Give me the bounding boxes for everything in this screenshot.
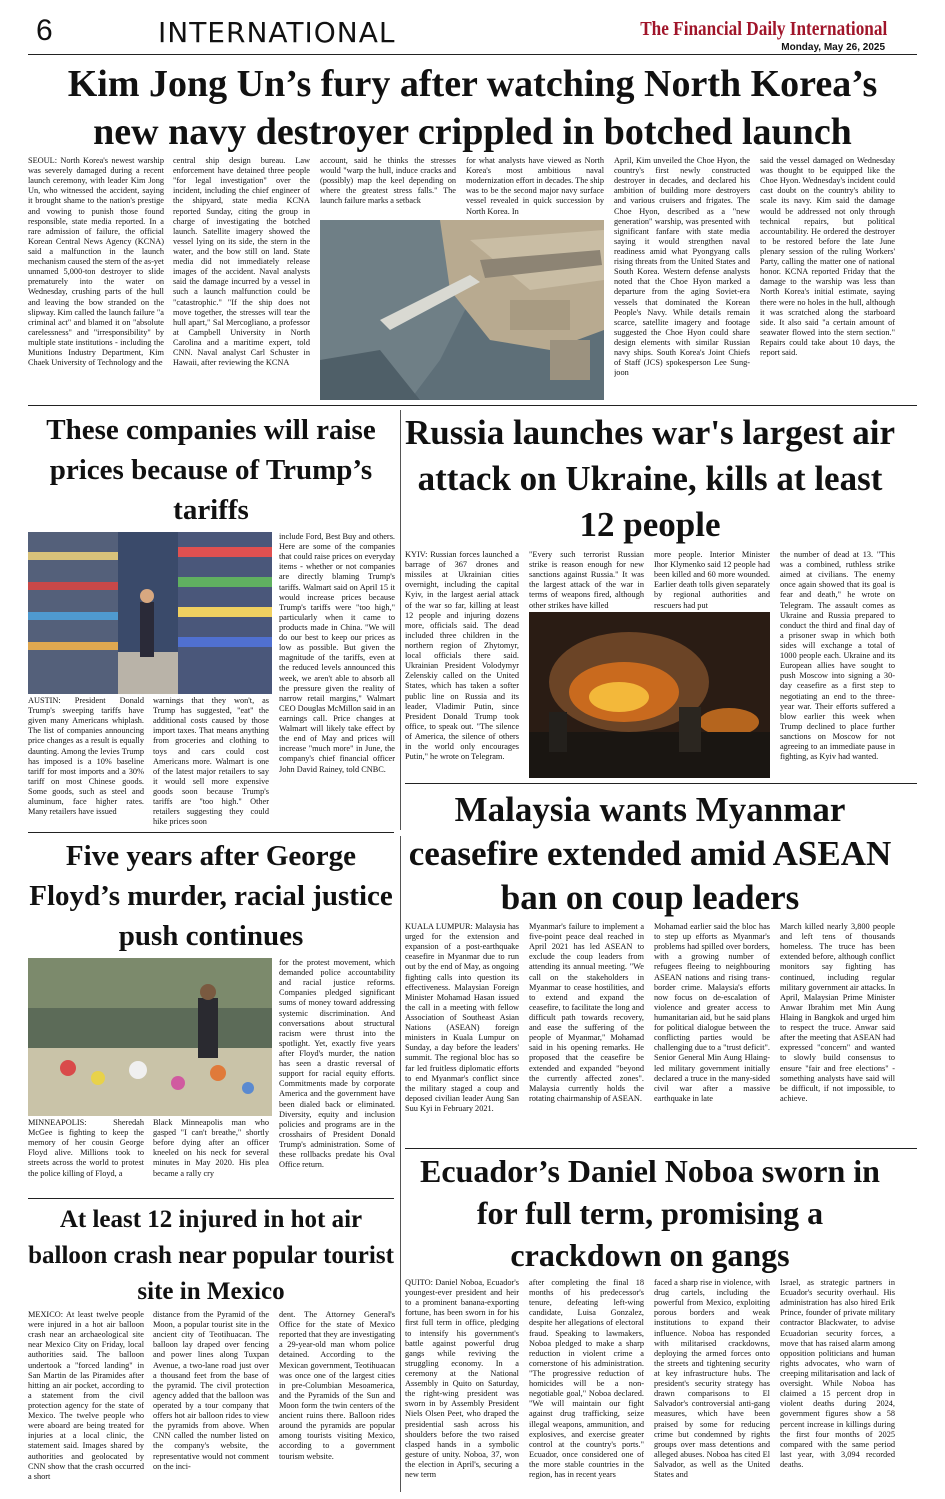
issue-date: Monday, May 26, 2025: [781, 42, 885, 53]
kyiv-fire-photo: [529, 612, 770, 778]
tariffs-headline: These companies will raise prices because of Trump’s tariffs: [46, 414, 376, 526]
paper-name: The Financial Daily International: [639, 18, 887, 40]
tariffs-col-2: warnings that they won't, as Trump has suggested, "eat" the additional costs caused by those import taxes. That means anything from groceries and clothing to toys and cars could cost Americans more. Walmart is one of the latest major retailers to say it would sell more expensive goods soon because Trump's tariffs are "too high." Other retailers suggesting they could hike prices soon: [153, 696, 269, 826]
page-number: 6: [36, 14, 53, 47]
memorial-photo: [28, 958, 272, 1116]
korea-col-6: said the vessel damaged on Wednesday was thought to be equipped like the Choe Hyon. Wednesday's incident could cast doubt on the country's ability to scale its navy. Kim said the damage would be addressed not only through technical repairs, but political accountability. He ordered the destroyer to be restored before the late June plenary session of the ruling Workers' Party, calling the matter one of national honor. KCNA reported Friday that the damage to the warship was less than North Korea's initial estimate, saying there were no holes in the hull, although it was scratched along the starboard side. It also said "a certain amount of seawater flowed into the stern section." Repairs could take about 10 days, the report said.: [760, 156, 895, 358]
russia-col-2: "Every such terrorist Russian strike is reason enough for new sanctions against Russia." It was the largest attack of the war in terms of weapons fired, although other strikes have killed: [529, 550, 644, 610]
korea-col-3: account, said he thinks the stresses would "warp the hull, induce cracks and (possibly) map the keel depending on where the greatest stress falls." The launch failure marks a setback: [320, 156, 456, 206]
russia-col-1: KYIV: Russian forces launched a barrage of 367 drones and missiles at Ukrainian cities overnight, including the capital Kyiv, in the largest aerial attack of the war so far, killing at least 12 people and injuring dozens more, officials said. The dead included three children in the northern region of Zhytomyr, local officials there said. Ukrainian President Volodymyr Zelenskiy called on the United States, which has taken a softer public line on Russia and its leader, Vladimir Putin, since President Donald Trump took office, to speak out. "The silence of America, the silence of others in the world only encourages Putin," he wrote on Telegram.: [405, 550, 519, 762]
mexico-col-2: distance from the Pyramid of the Moon, a popular tourist site in the ancient city of Teotihuacan. The balloon lay draped over fencing and power lines along Tuxpan Avenue, a two-lane road just over a thousand feet from the base of the pyramid. The civil protection agency added that the balloon was operated by a tour company that offers hot air balloon rides to view the pyramids from above. When CNN called the number listed on the company's website, the representative would not comment on the inci-: [153, 1310, 269, 1471]
malaysia-headline: Malaysia wants Myanmar ceasefire extended amid ASEAN ban on coup leaders: [408, 790, 892, 917]
ecuador-headline: Ecuador’s Daniel Noboa sworn in for full term, promising a crackdown on gangs: [420, 1153, 880, 1273]
malaysia-col-4: March killed nearly 3,800 people and left tens of thousands homeless. The truce has been extended before, although conflict monitors say fighting has continued, including regular military government air attacks. In April, Malaysian Prime Minister Anwar Ibrahim met Min Aung Hlaing in Bangkok and urged him to respect the truce. Anwar said after the meeting that ASEAN had expressed "concern" and wanted to slowly build consensus to ensure "fair and free elections" - something analysts have said will be difficult, if not impossible, to achieve.: [780, 922, 895, 1103]
floyd-col-3: for the protest movement, which demanded police accountability and racial justice reforms. Companies pledged significant sums of money toward addressing systemic discrimination. And conversations about structural racism were thrust into the spotlight. Yet, exactly five years after Floyd's murder, the nation has seen a drastic reversal of support for racial equity efforts. Commitments made by corporate America and the government have been dialed back or eliminated. Diversity, equity and inclusion policies and programs are in the crosshairs of President Donald Trump's administration. Some of these rollbacks predate his Oval Office return.: [279, 958, 395, 1170]
floyd-bottom-rule: [28, 1198, 394, 1199]
ecuador-col-3: faced a sharp rise in violence, with drug cartels, including the powerful from Mexico, exploiting porous borders and weak institutions to expand their influence. Noboa has responded with militarised crackdowns, deploying the armed forces onto the streets and tightening security at key infrastructure hubs. The president's security strategy has drawn comparisons to El Salvador's controversial anti-gang measures, which have been praised by some for reducing crime but condemned by rights groups over mass detentions and alleged abuses. Noboa has cited El Salvador, as well as the United States and: [654, 1278, 770, 1480]
mexico-col-1: MEXICO: At least twelve people were injured in a hot air balloon crash near an archaeological site near Mexico City on Friday, local authorities said. The balloon undertook a "forced landing" in San Martin de las Piramides after hitting an air pocket, according to a statement from the civil protection agency for the state of Mexico. The twelve people who were aboard are being treated for injuries at a local clinic, the statement said. Images shared by authorities and geolocated by CNN show that the crash occurred a short: [28, 1310, 144, 1481]
mexico-col-3: dent. The Attorney General's Office for the state of Mexico reported that they are investigating a 29-year-old man whom police detained. According to the Mexican government, Teotihuacan was once one of the largest cities in pre-Columbian Mesoamerica, and the Pyramids of the Sun and Moon form the twin centers of the ancient ruins there. Balloon rides around the pyramids are popular among tourists visiting Mexico, according to a government tourism website.: [279, 1310, 395, 1461]
mexico-headline: At least 12 injured in hot air balloon crash near popular tourist site in Mexico: [28, 1206, 394, 1305]
malaysia-col-3: Mohamad earlier said the bloc has to step up efforts as Myanmar's problems had spilled over borders, with a growing number of refugees fleeing to neighbouring ASEAN nations and rising trans-border crime. Malaysia's efforts now focus on de-escalation of violence and greater access to humanitarian aid, but he said plans for political dialogue between the conflicting parties would be challenging due to a "trust deficit". Senior General Min Aung Hlaing-led military government initially declared a truce in the many-sided civil war after a massive earthquake in late: [654, 922, 770, 1103]
russia-headline: Russia launches war's largest air attack on Ukraine, kills at least 12 people: [405, 413, 895, 544]
korea-col-1: SEOUL: North Korea's newest warship was severely damaged during a recent launch ceremony, with leader Kim Jong Un, who witnessed the accident, saying it brought shame to the nation's prestige and vowing to punish those found responsible, state media reported. In a rare admission of failure, the official Korean Central News Agency (KCNA) said a malfunction in the launch mechanism caused the stern of the as-yet unnamed 5,000-ton destroyer to slide prematurely into the water on Wednesday, crushing parts of the hull and leaving the bow stranded on the slipway. Kim called the launch failure "a criminal act" and blamed it on "absolute carelessness" and "irresponsibility" by multiple state institutions - including the Munitions Industry Department, Kim Chaek University of Technology and the: [28, 156, 164, 368]
column-divider: [400, 410, 401, 830]
column-divider-lower: [400, 836, 401, 1492]
malaysia-col-2: Myanmar's failure to implement a five-point peace deal reached in April 2021 has led ASEAN to exclude the coup leaders from attending its annual meeting. "We call on the stakeholders in Myanmar to cease hostilities, and to extend and expand the ceasefire, to facilitate the long and difficult path towards recovery, and ease the suffering of the people of Myanmar," Mohamad said in his opening remarks. He proposed that the ceasefire be extended and expanded "beyond the currently affected zones". Malaysia currently holds the rotating chairmanship of ASEAN.: [529, 922, 644, 1103]
ecuador-col-4: Israel, as strategic partners in Ecuador's security overhaul. His administration has also hired Erik Prince, founder of private military contractor Blackwater, to advise Ecuadorian security forces, a move that has raised alarm among opposition politicians and human rights advocates, who warn of creeping militarisation and lack of oversight. While Noboa has claimed a 15 percent drop in violent deaths during 2024, government figures show a 58 percent increase in killings during the first four months of 2025 compared with the same period last year, with 3,094 recorded deaths.: [780, 1278, 895, 1469]
malaysia-col-1: KUALA LUMPUR: Malaysia has urged for the extension and expansion of a post-earthquake ceasefire in Myanmar due to run out by the end of May, as ongoing fighting calls into question its effectiveness. Malaysian Foreign Minister Mohamad Hasan issued the call in a meeting with fellow Association of Southeast Asian Nations (ASEAN) foreign ministers in Kuala Lumpur on Sunday, a day before the leaders' summit. The regional bloc has so far led fruitless diplomatic efforts to end Myanmar's conflict since the military staged a coup and deposed civilian leader Aung San Suu Kyi in February 2021.: [405, 922, 519, 1113]
malaysia-bottom-rule: [405, 1148, 917, 1149]
tariffs-col-1: AUSTIN: President Donald Trump's sweeping tariffs have given many Americans whiplash. The list of companies announcing price changes as a result is equally daunting. Among the levies Trump has imposed is a 10% baseline tariff for most imports and a 30% tariff on most Chinese goods. Some goods, such as steel and aluminum, face higher rates. Many retailers have issued: [28, 696, 144, 817]
russia-col-4: the number of dead at 13. "This was a combined, ruthless strike aimed at civilians. The enemy once again showed that its goal is fear and death," he wrote on Telegram. The assault comes as Ukraine and Russia prepared to conduct the third and final day of a prisoner swap in which both sides will exchange a total of 1000 people each. Ukraine and its European allies have sought to push Moscow into signing a 30-day ceasefire as a first step to negotiating an end to the three-year war. Their efforts suffered a blow earlier this week when Trump declined to place further sanctions on Moscow for not agreeing to an immediate pause in fighting, as Kyiv had wanted.: [780, 550, 895, 762]
floyd-col-2: Black Minneapolis man who gasped "I can't breathe," shortly before dying after an officer kneeled on his neck for several minutes in May 2020. His plea became a rally cry: [153, 1118, 269, 1178]
russia-col-3: more people. Interior Minister Ihor Klymenko said 12 people had been killed and 60 more wounded. Earlier death tolls given separately by regional authorities and rescuers had put: [654, 550, 770, 610]
store-shelves-photo: [28, 532, 272, 694]
korea-col-4: for what analysts have viewed as North Korea's most ambitious naval modernization effort in decades. The ship was to be the second major navy surface vessel revealed in quick succession by North Korea. In: [466, 156, 604, 216]
masthead-rule: [28, 54, 917, 55]
floyd-col-1: MINNEAPOLIS: Sheredah McGee is fighting to keep the memory of her cousin George Floyd alive. Millions took to streets across the world to protest the police killing of Floyd, a: [28, 1118, 144, 1178]
tariffs-bottom-rule: [28, 832, 394, 833]
ecuador-col-2: after completing the final 18 months of his predecessor's tenure, defeating left-wing candidate, Luisa Gonzalez, despite her allegations of electoral fraud. Speaking to lawmakers, Noboa pledged to make a sharp reduction in violent crime a cornerstone of his administration. "The progressive reduction of homicides will be a non-negotiable goal," Noboa declared. "We will maintain our fight against drug trafficking, seize illegal weapons, ammunition, and explosives, and exercise greater control at the country's ports." Ecuador, once considered one of the more stable countries in the region, has in recent years: [529, 1278, 644, 1480]
korea-col-2: central ship design bureau. Law enforcement have detained three people "for legal investigation" over the incident, including the chief engineer of the shipyard, state media KCNA reported Sunday, citing the group in charge of investigating the botched launch. Satellite imagery showed the vessel lying on its side, the stern in the water, and the bow still on land. State media did not immediately release images of the accident. Naval analysts said the damage incurred by a vessel in such a launch malfunction could be "catastrophic." "If the ship does not move together, the stresses will tear the hull apart," Sal Mercogliano, a professor at Campbell University in North Carolina and a maritime expert, told CNN. Naval analyst Carl Schuster in Hawaii, after reviewing the KCNA: [173, 156, 310, 368]
tariffs-col-3: include Ford, Best Buy and others. Here are some of the companies that could raise prices on everyday items - whether or not companies are directly blaming Trump's tariffs. Walmart said on April 15 it would increase prices because Trump's tariffs were "too high," particularly when it came to products made in China. "We will do our best to keep our prices as low as possible. But given the magnitude of the tariffs, even at the reduced levels announced this week, we aren't able to absorb all the pressure given the reality of narrow retail margins," Walmart CEO Douglas McMillon said in an earnings call. Price changes at Walmart will likely take effect by the end of May and prices will increase "much more" in June, the company's chief financial officer John David Rainey, told CNBC.: [279, 532, 395, 774]
floyd-headline: Five years after George Floyd’s murder, racial justice push continues: [29, 840, 393, 952]
russia-bottom-rule: [405, 783, 917, 784]
ecuador-col-1: QUITO: Daniel Noboa, Ecuador's youngest-ever president and heir to a prominent banana-exporting fortune, has been sworn in for his first full term in office, pledging to intensify his government's battle against powerful drug gangs while reviving the struggling economy. In a ceremony at the National Assembly in Quito on Saturday, the right-wing president was sworn in by Assembly President Niels Olsen Peet, who draped the presidential sash across his shoulders before the two raised clasped hands in a symbolic gesture of unity. Noboa, 37, won the election in April's, securing a new term: [405, 1278, 519, 1480]
korea-bottom-rule: [28, 405, 917, 406]
korea-col-5: April, Kim unveiled the Choe Hyon, the country's first newly constructed destroyer in decades, and declared his ambition of building more destroyers and various cruisers and frigates. The Choe Hyon, described as a "new generation" warship, was presented with significant fanfare with state media saying it would strengthen naval readiness amid what Pyongyang calls rising threats from the United States and South Korea. Western defense analysts noted that the Choe Hyon marked a departure from the aging Soviet-era vessels that dominated the Korean People's Navy. While details remain scarce, satellite imagery and footage suggested the Choe Hyon could share design elements with similar Russian navy ships. South Korea's Joint Chiefs of Staff (JCS) spokesperson Lee Sung-joon: [614, 156, 750, 378]
korea-headline: Kim Jong Un’s fury after watching North Korea’s new navy destroyer crippled in botched launch: [67, 63, 878, 153]
shipyard-satellite-photo: [320, 220, 604, 400]
section-title: INTERNATIONAL: [158, 16, 396, 49]
